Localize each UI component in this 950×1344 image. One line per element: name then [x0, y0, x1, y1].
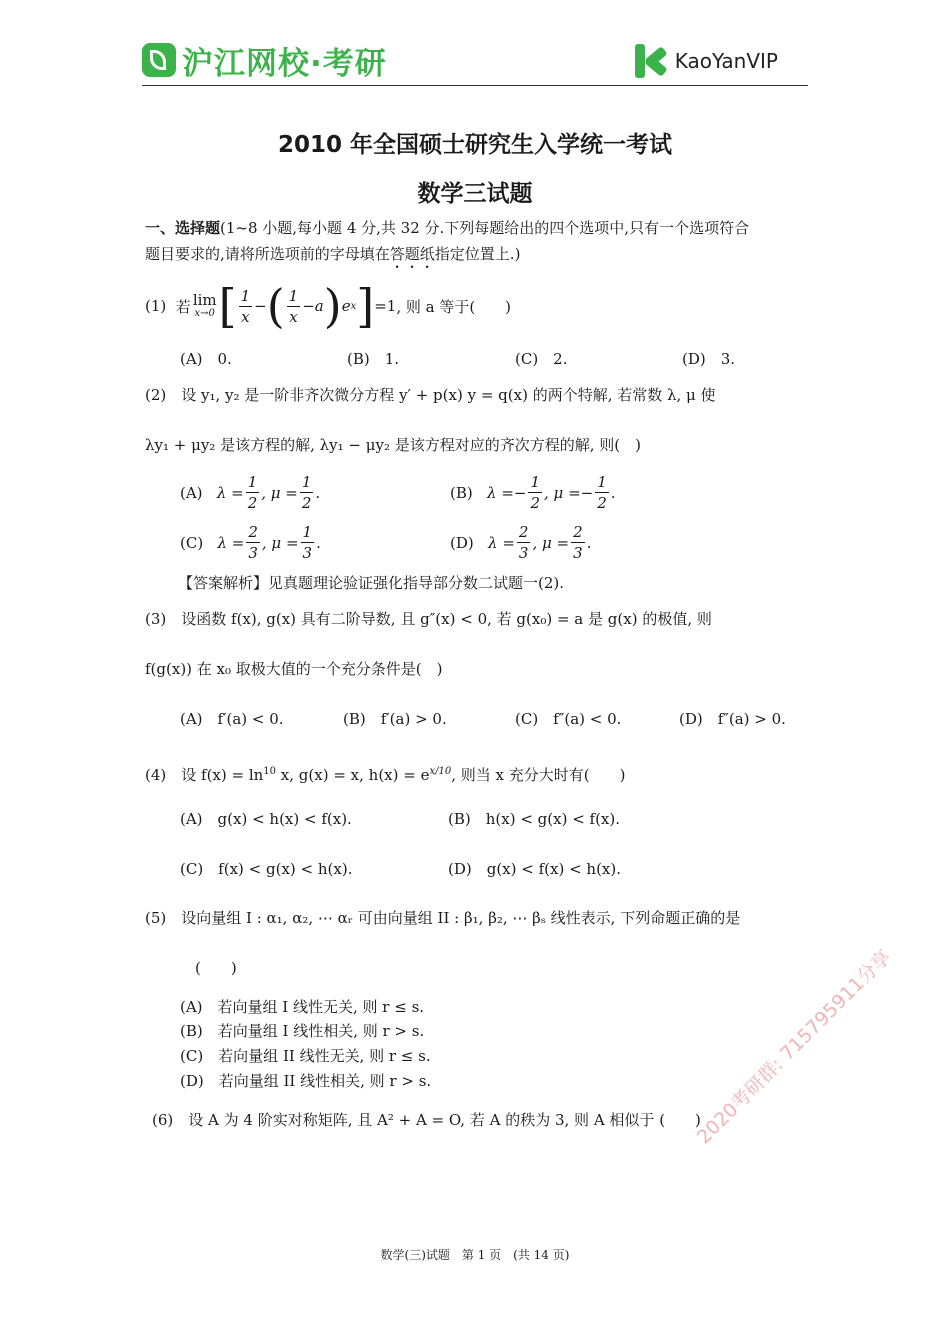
limit-operator: lim x→0 — [192, 291, 217, 319]
q5-option-c: (C) 若向量组 II 线性无关, 则 r ≤ s. — [180, 1047, 431, 1065]
question-3-line2: f(g(x)) 在 x₀ 取极大值的一个充分条件是( ) — [145, 660, 443, 678]
page-footer: 数学(三)试题 第 1 页 (共 14 页) — [380, 1248, 570, 1262]
q4-option-c: (C) f(x) < g(x) < h(x). — [180, 860, 353, 878]
section-instructions-line1: 一、选择题(1~8 小题,每小题 4 分,共 32 分.下列每题给出的四个选项中,只有一个选项符合 — [145, 219, 750, 237]
q3-option-a: (A) f′(a) < 0. — [180, 710, 284, 728]
exam-title: 2010 年全国硕士研究生入学统一考试 — [277, 132, 673, 158]
q4-option-d: (D) g(x) < f(x) < h(x). — [448, 860, 622, 878]
question-2-line1: (2) 设 y₁, y₂ 是一阶非齐次微分方程 y′ + p(x) y = q(x) 的两个特解, 若常数 λ, μ 使 — [145, 386, 716, 404]
question-6: (6) 设 A 为 4 阶实对称矩阵, 且 A² + A = O, 若 A 的秩为 3, 则 A 相似于 ( ) — [152, 1111, 701, 1129]
q1-option-a: (A) 0. — [180, 350, 232, 368]
brand-name: 沪江网校·考研 — [182, 45, 387, 82]
kaoyanvip-text: KaoYanVIP — [674, 49, 778, 73]
q5-option-b: (B) 若向量组 I 线性相关, 则 r > s. — [180, 1022, 425, 1040]
q4-option-a: (A) g(x) < h(x) < f(x). — [180, 810, 352, 828]
hujiang-logo — [142, 38, 387, 82]
q1-option-c: (C) 2. — [515, 350, 568, 368]
q5-answer-parens: ( ) — [195, 959, 237, 977]
q2-option-b: (B) λ = − $\frac{1}{2}$ , μ = − $\frac{1}{2}$ . — [450, 473, 616, 512]
q3-option-c: (C) f″(a) < 0. — [515, 710, 622, 728]
question-5: (5) 设向量组 I : α₁, α₂, ⋯ αᵣ 可由向量组 II : β₁, β₂, ⋯ βₛ 线性表示, 下列命题正确的是 — [145, 909, 741, 927]
question-4: (4) 设 $f(x) = \ln^{10} x$, g(x) = x, $h(x) = e^{x/10}$, 则当 x 充分大时有( ) — [145, 766, 626, 784]
q2-option-d: (D) λ = $\frac{2}{3}$ , μ = $\frac{2}{3}$ . — [450, 523, 592, 562]
exam-subtitle: 数学三试题 — [417, 181, 533, 207]
q3-option-b: (B) f′(a) > 0. — [343, 710, 447, 728]
k-logo-icon — [635, 44, 667, 78]
q2-answer-note: 【答案解析】见真题理论验证强化指导部分数二试题一(2). — [178, 574, 565, 592]
q2-option-a: (A) λ = $\frac{1}{2}$ , μ = $\frac{1}{2}$ . — [180, 473, 321, 512]
q1-option-d: (D) 3. — [682, 350, 736, 368]
watermark: 2020考研群: 715795911分享 — [692, 945, 896, 1149]
q3-option-d: (D) f″(a) > 0. — [679, 710, 786, 728]
question-3-line1: (3) 设函数 f(x), g(x) 具有二阶导数, 且 g″(x) < 0, 若 g(x₀) = a 是 g(x) 的极值, 则 — [145, 610, 712, 628]
q2-option-c: (C) λ = $\frac{2}{3}$ , μ = $\frac{1}{3}$ . — [180, 523, 321, 562]
header-divider — [142, 85, 808, 86]
section-instructions-line2: 题目要求的,请将所选项前的字母填在答题纸指定位置上.) — [145, 245, 521, 263]
kaoyanvip-logo — [635, 44, 778, 78]
q5-option-a: (A) 若向量组 I 线性无关, 则 r ≤ s. — [180, 998, 425, 1016]
leaf-icon — [142, 43, 176, 77]
question-1: (1) 若 lim x→0 [ $\frac{1}{x}$ − ( $\frac{1}{x}$ − a ) e x ] =1 , 则 a 等于( ) — [145, 279, 512, 333]
q5-option-d: (D) 若向量组 II 线性相关, 则 r > s. — [180, 1072, 432, 1090]
question-2-line2: λy₁ + μy₂ 是该方程的解, λy₁ − μy₂ 是该方程对应的齐次方程的解, 则( ) — [145, 436, 641, 454]
q4-option-b: (B) h(x) < g(x) < f(x). — [448, 810, 621, 828]
q1-option-b: (B) 1. — [347, 350, 400, 368]
section-label: 一、选择题 — [145, 219, 221, 237]
answer-sheet-emphasis: 答题纸 — [389, 245, 435, 263]
